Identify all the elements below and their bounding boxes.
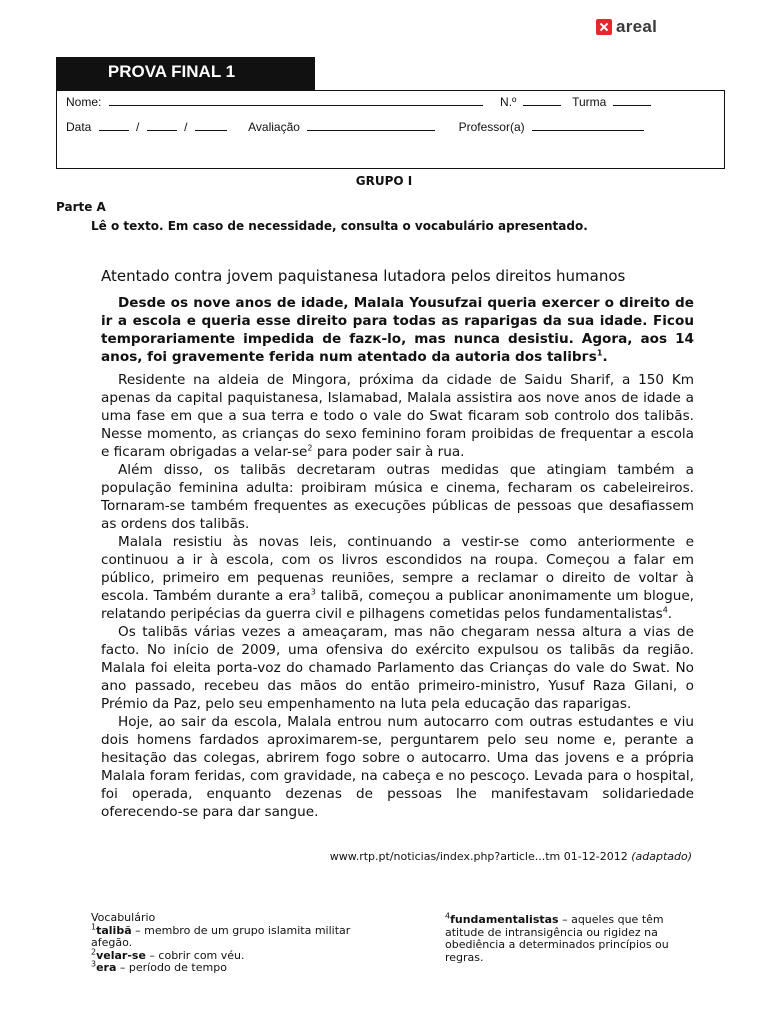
- footnote-ref: 2: [307, 443, 313, 453]
- vocab-item: $^3$era – período de tempo: [91, 959, 227, 974]
- vocab-item: $^1$talibã – membro de um grupo islamita militar afegão.: [91, 921, 351, 949]
- vocabulary-list-continued: [445, 911, 695, 964]
- paragraph: Hoje, ao sair da escola, Malala entrou num autocarro com outras estudantes e viu dois homens fardados aproximarem-se, perguntarem pelo seu nome e, perante a hesitação das colegas, abrirem fogo sobre o autocarro. Uma das jovens e a própria Malala foram feridas, com gravidade, na cabeça e no pescoço. Levada para o hospital, foi operada, enquanto dezenas de pessoas lhe manifestavam solidariedade oferecendo-se para dar sangue.: [101, 714, 694, 820]
- paragraph: Os talibãs várias vezes a ameaçaram, mas não chegaram nessa altura a vias de facto. No início de 2009, uma ofensiva do exército expulsou os talibãs da região. Malala foi eleita porta-voz do chamado Parlamento das Crianças do vale do Swat. No ano passado, recebeu das mãos do então primeiro-ministro, Yusuf Raza Gilani, o Prémio da Paz, pelo seu empenhamento na luta pela educação das raparigas.: [101, 624, 694, 712]
- article-source: [330, 850, 692, 863]
- source-url: www.rtp.pt/noticias/index.php?article...tm 01-12-2012: [329, 850, 628, 863]
- instruction: Lê o texto. Em caso de necessidade, consulta o vocabulário apresentado.: [91, 219, 588, 233]
- nome-label: Nome:: [66, 95, 102, 109]
- avaliacao-label: Avaliação: [248, 120, 300, 134]
- paragraph: Residente na aldeia de Mingora, próxima da cidade de Saidu Sharif, a 150 Km apenas da capital paquistanesa, Islamabad, Malala assistira aos nove anos de idade a uma fase em que a sua terra e todo o vale do Swat ficaram sob controlo dos talibãs. Nesse momento, as crianças do sexo feminino foram proibidas de frequentar a escola e ficaram obrigadas a velar-$se^2$ para poder sair à rua.: [101, 372, 694, 460]
- paragraph: Malala resistiu às novas leis, continuando a vestir-se como anteriormente e continuou a ir à escola, com os livros escondidos na roupa. Começou a falar em público, primeiro em pequenas reuniões, sempre a reclamar o direito de voltar à escola. Também durante a era$^3$ talibã, começou a publicar anonimamente um blogue, relatando peripécias da guerra civil e pilhagens cometidas pelos fundamentalistas$^4$.: [101, 534, 694, 622]
- areal-logo: [596, 16, 657, 38]
- professor-label: Professor(a): [458, 120, 525, 134]
- info-row-date: [66, 120, 644, 134]
- article-body: [101, 371, 694, 821]
- footnote-ref: 1: [596, 348, 603, 358]
- lead-text: Desde os nove anos de idade, Malala Yousufzai queria exercer o direito de ir a escola e queria esse direito para todas as raparigas da sua idade. Ficou temporariamente impedida de fazк-lo, mas nunca desistiu. Agora, aos 14 anos, foi gravemente ferida num atentado da autoria dos talibгs: [101, 295, 694, 365]
- vocabulary-heading: Vocabulário: [91, 911, 156, 924]
- student-info-box: [56, 90, 725, 169]
- numero-label: N.º: [500, 95, 517, 109]
- avaliacao-field[interactable]: [307, 120, 435, 131]
- article-title: Atentado contra jovem paquistanesa lutadora pelos direitos humanos: [101, 267, 626, 285]
- vocabulary-list: [91, 912, 381, 975]
- areal-logo-icon: [596, 19, 612, 35]
- numero-field[interactable]: [523, 95, 561, 106]
- footnote-ref: 4: [662, 605, 668, 615]
- source-note: (adaptado): [631, 850, 692, 863]
- month-field[interactable]: [147, 120, 177, 131]
- vocab-item: $^2$velar-se – cobrir com véu.: [91, 946, 245, 962]
- info-row-name: [66, 95, 651, 109]
- turma-label: Turma: [572, 95, 607, 109]
- date-separator: /: [184, 120, 188, 134]
- year-field[interactable]: [195, 120, 227, 131]
- day-field[interactable]: [99, 120, 129, 131]
- turma-field[interactable]: [613, 95, 651, 106]
- professor-field[interactable]: [532, 120, 644, 131]
- part-heading: Parte A: [56, 200, 106, 214]
- group-heading: GRUPO I: [355, 174, 413, 188]
- date-separator: /: [136, 120, 140, 134]
- vocab-item: $^4$fundamentalistas – aqueles que têm atitude de intransigência ou rigidez na obediência a determinados princípios ou regras.: [445, 911, 669, 964]
- paragraph: Além disso, os talibãs decretaram outras medidas que atingiam também a população feminina adulta: proibiram música e cinema, fecharam os cabeleireiros. Tornaram-se também frequentes as execuções públicas de pessoas que desafiassem as ordens dos talibãs.: [101, 462, 694, 532]
- exam-title: PROVA FINAL 1: [56, 57, 315, 90]
- footnote-ref: 3: [310, 587, 316, 597]
- nome-field[interactable]: [109, 95, 483, 106]
- data-label: Data: [66, 120, 92, 134]
- brand-name: areal: [616, 17, 658, 36]
- article-lead: Desde os nove anos de idade, Malala Yousufzai queria exercer o direito de ir a escola e queria esse direito para todas as raparigas da sua idade. Ficou temporariamente impedida de fazк-lo, mas nunca desistiu. Agora, aos 14 anos, foi gravemente ferida num atentado da autoria dos talibгs$^1$.: [101, 295, 694, 365]
